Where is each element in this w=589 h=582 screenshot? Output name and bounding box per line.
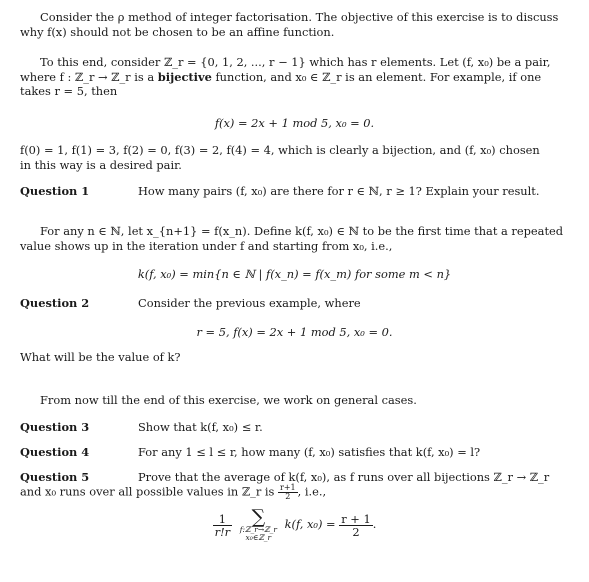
question-5-label: Question 5 [20,470,90,484]
question-2-text: Consider the previous example, where [138,296,361,310]
setup-paragraph [20,55,572,99]
average-fraction-numerator: r+1 [280,483,296,492]
rhs-fraction [339,513,372,538]
prefactor-denominator: r!r [214,524,231,539]
summation-limit-1: f:ℤ_r→ℤ_r [239,525,277,534]
average-fraction-denominator: 2 [285,492,291,501]
example-line-1: f(0) = 1, f(1) = 3, f(2) = 0, f(3) = 2, f(4) = 4, which is clearly a bijection, and (f, x₀) chosen [20,143,540,157]
question-5-line-2b: , i.e., [297,484,327,499]
setup-line-2c: function, and x₀ ∈ ℤ_r is an element. For example, if one [215,69,542,84]
question-1-text: How many pairs (f, x₀) are there for r ∈ ℕ, r ≥ 1? Explain your result. [138,184,540,198]
prefactor-fraction [213,513,232,538]
example-line-2: in this way is a desired pair. [20,157,182,172]
equation-question-2: r = 5, f(x) = 2x + 1 mod 5, x₀ = 0. [196,325,393,339]
setup-line-3: takes r = 5, then [20,84,118,98]
prefactor-numerator: 1 [213,513,232,526]
definition-line-2: value shows up in the iteration under f and starting from x₀, i.e., [20,238,393,253]
rhs-numerator: r + 1 [341,511,371,526]
setup-line-1: To this end, consider ℤ_r = {0, 1, 2, ..., r − 1} which has r elements. Let (f, x₀) be a pair, [40,55,551,69]
question-3-text: Show that k(f, x₀) ≤ r. [138,420,263,434]
question-2-followup: What will be the value of k? [20,350,181,364]
summation-term: k(f, x₀) = [284,517,336,531]
question-1-label: Question 1 [20,184,90,198]
equation-average [0,508,589,542]
summation [240,508,277,542]
intro-line-1: Consider the ρ method of integer factorisation. The objective of this exercise is to discuss [40,10,559,24]
question-3-label: Question 3 [20,420,90,434]
question-5-line-2a: and x₀ runs over all possible values in ℤ_r is [20,484,275,499]
general-cases-paragraph: From now till the end of this exercise, we work on general cases. [40,393,417,407]
equation-end-period: . [372,517,377,531]
definition-line-1: For any n ∈ ℕ, let x_{n+1} = f(x_n). Define k(f, x₀) ∈ ℕ to be the first time that a repeated [40,224,564,238]
question-4-text: For any 1 ≤ l ≤ r, how many (f, x₀) satisfies that k(f, x₀) = l? [138,445,481,459]
question-5-line-2 [20,484,572,501]
equation-example: f(x) = 2x + 1 mod 5, x₀ = 0. [214,116,375,130]
summation-limit-2: x₀∈ℤ_r [245,533,272,542]
bijective-keyword: bijective [157,69,212,84]
average-fraction [278,484,298,501]
intro-line-2: why f(x) should not be chosen to be an affine function. [20,24,335,39]
equation-k-definition: k(f, x₀) = min{n ∈ ℕ | f(x_n) = f(x_m) for some m < n} [137,267,452,281]
question-4-label: Question 4 [20,445,90,459]
question-2-label: Question 2 [20,296,90,310]
summation-sign: ∑ [251,506,266,528]
definition-paragraph [20,224,572,253]
intro-paragraph [20,10,572,39]
question-5-text: Prove that the average of k(f, x₀), as f runs over all bijections ℤ_r → ℤ_r [138,470,550,484]
rhs-denominator: 2 [352,524,360,539]
setup-line-2a: where f : ℤ_r → ℤ_r is a [20,69,155,84]
example-paragraph [20,143,572,172]
